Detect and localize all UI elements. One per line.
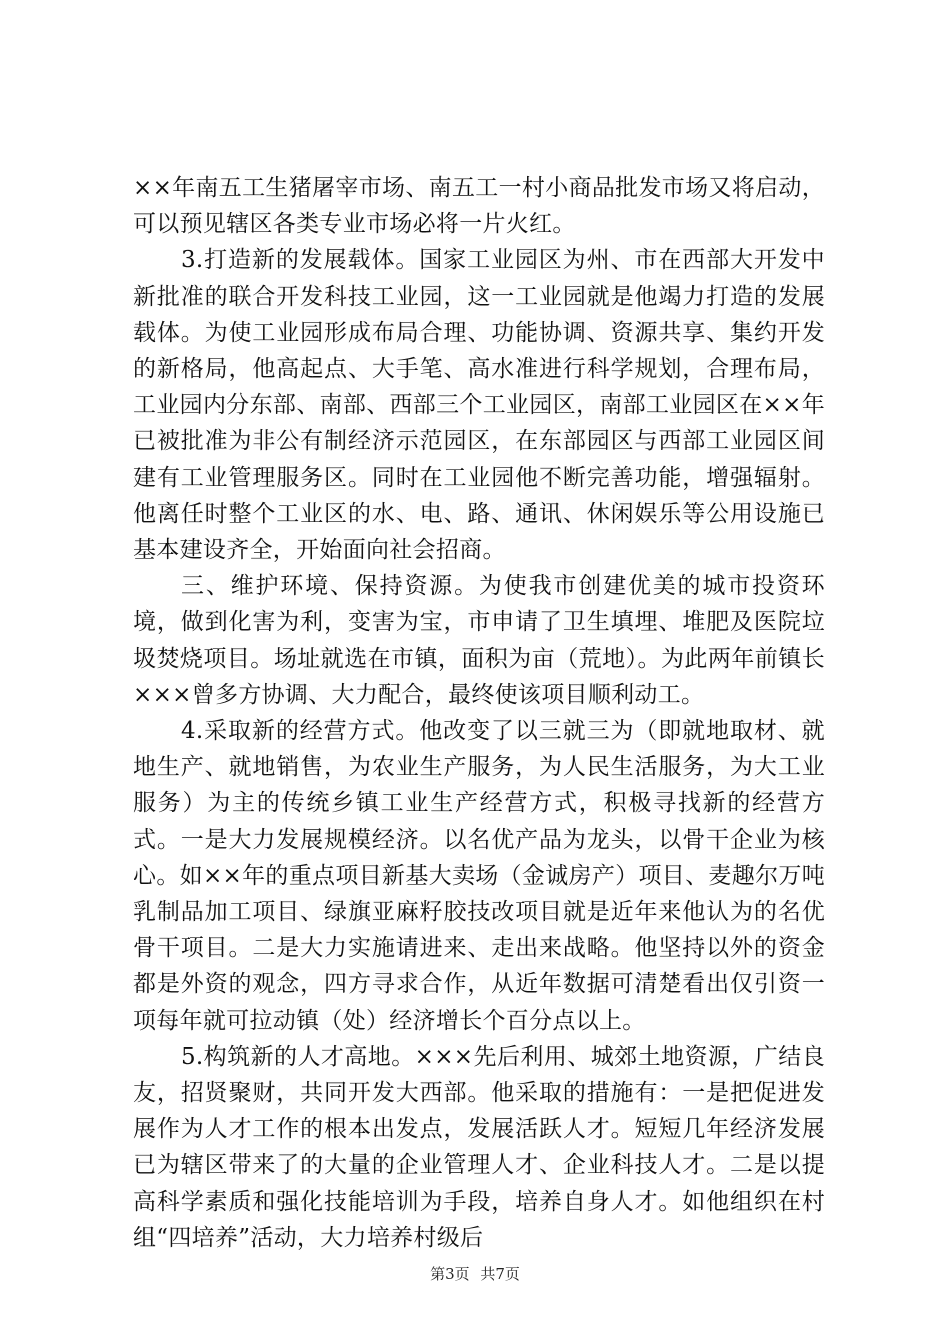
- document-body: [133, 170, 825, 1256]
- page-number: 第3页: [430, 1265, 470, 1283]
- paragraph-environment-protection: 三、维护环境、保持资源。为使我市创建优美的城市投资环境，做到化害为利，变害为宝，市申请了卫生填埋、堆肥及医院垃圾焚烧项目。场址就选在市镇，面积为亩（荒地）。为此两年前镇长×××曾多方协调、大力配合，最终使该项目顺利动工。: [133, 573, 825, 708]
- paragraph-development-carrier: 3.打造新的发展载体。国家工业园区为州、市在西部大开发中新批准的联合开发科技工业园，这一工业园就是他竭力打造的发展载体。为使工业园形成布局合理、功能协调、资源共享、集约开发的新格局，他高起点、大手笔、高水准进行科学规划，合理布局，工业园内分东部、南部、西部三个工业园区，南部工业园区在××年已被批准为非公有制经济示范园区，在东部园区与西部工业园区间建有工业管理服务区。同时在工业园他不断完善功能，增强辐射。他离任时整个工业区的水、电、路、通讯、休闲娱乐等公用设施已基本建设齐全，开始面向社会招商。: [133, 247, 825, 564]
- paragraph-market-continuation: ××年南五工生猪屠宰市场、南五工一村小商品批发市场又将启动，可以预见辖区各类专业市场必将一片火红。: [133, 175, 825, 238]
- page-total: 共7页: [480, 1265, 520, 1283]
- page-footer: [0, 1264, 950, 1284]
- paragraph-talent-highland: 5.构筑新的人才高地。×××先后利用、城郊土地资源，广结良友，招贤聚财，共同开发大西部。他采取的措施有：一是把促进发展作为人才工作的根本出发点，发展活跃人才。短短几年经济发展已为辖区带来了的大量的企业管理人才、企业科技人才。二是以提高科学素质和强化技能培训为手段，培养自身人才。如他组织在村组“四培养”活动，大力培养村级后: [133, 1043, 825, 1251]
- paragraph-business-model: 4.采取新的经营方式。他改变了以三就三为（即就地取材、就地生产、就地销售，为农业生产服务，为人民生活服务，为大工业服务）为主的传统乡镇工业生产经营方式，积极寻找新的经营方式。一是大力发展规模经济。以名优产品为龙头，以骨干企业为核心。如××年的重点项目新基大卖场（金诚房产）项目、麦趣尔万吨乳制品加工项目、绿旗亚麻籽胶技改项目就是近年来他认为的名优骨干项目。二是大力实施请进来、走出来战略。他坚持以外的资金都是外资的观念，四方寻求合作，从近年数据可清楚看出仅引资一项每年就可拉动镇（处）经济增长个百分点以上。: [133, 718, 825, 1034]
